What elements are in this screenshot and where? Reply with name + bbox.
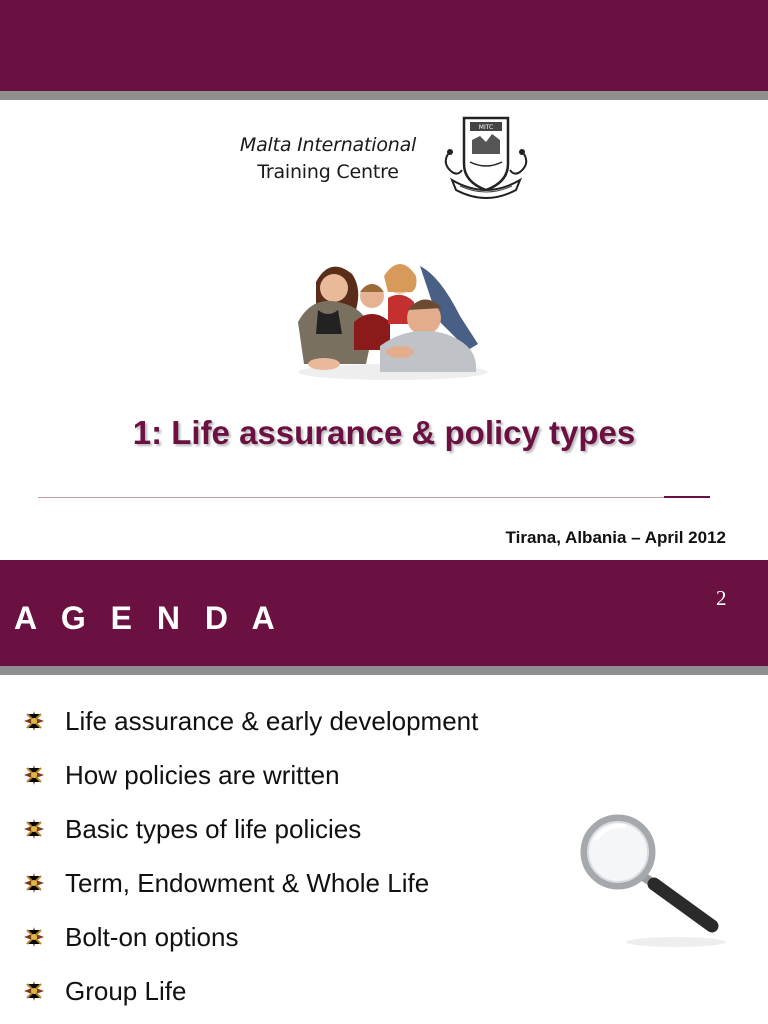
family-photo [288,252,498,382]
star-bullet-icon [24,981,44,1001]
agenda-list [24,700,478,1024]
list-item [24,754,478,808]
slide-title: 1: Life assurance & policy types [132,414,636,451]
list-item-text: Group Life [65,976,187,1006]
organization-logo-text [218,132,438,186]
agenda-slide [0,560,768,1024]
star-bullet-icon [24,765,44,785]
list-item-text: Basic types of life policies [65,814,362,844]
logo-line-2: Training Centre [257,161,399,183]
title-rule [38,497,710,498]
svg-text:MITC: MITC [478,124,494,131]
list-item-text: Term, Endowment & Whole Life [65,868,430,898]
star-bullet-icon [24,873,44,893]
list-item [24,808,478,862]
list-item-text: How policies are written [65,760,340,790]
location-date: Tirana, Albania – April 2012 [505,528,726,547]
logo-line-1: Malta International [239,134,417,156]
crest-icon [440,110,532,206]
list-item-text: Life assurance & early development [65,706,479,736]
list-item [24,970,478,1024]
star-bullet-icon [24,711,44,731]
star-bullet-icon [24,819,44,839]
agenda-heading: A G E N D A [14,600,283,636]
list-item-text: Bolt-on options [65,922,239,952]
page-number: 2 [716,586,727,610]
header-bar [0,0,768,91]
star-bullet-icon [24,927,44,947]
magnifier-icon [566,814,734,950]
agenda-header-divider [0,666,768,675]
list-item [24,862,478,916]
list-item [24,700,478,754]
title-rule-accent [664,496,710,498]
header-divider [0,91,768,100]
list-item [24,916,478,970]
